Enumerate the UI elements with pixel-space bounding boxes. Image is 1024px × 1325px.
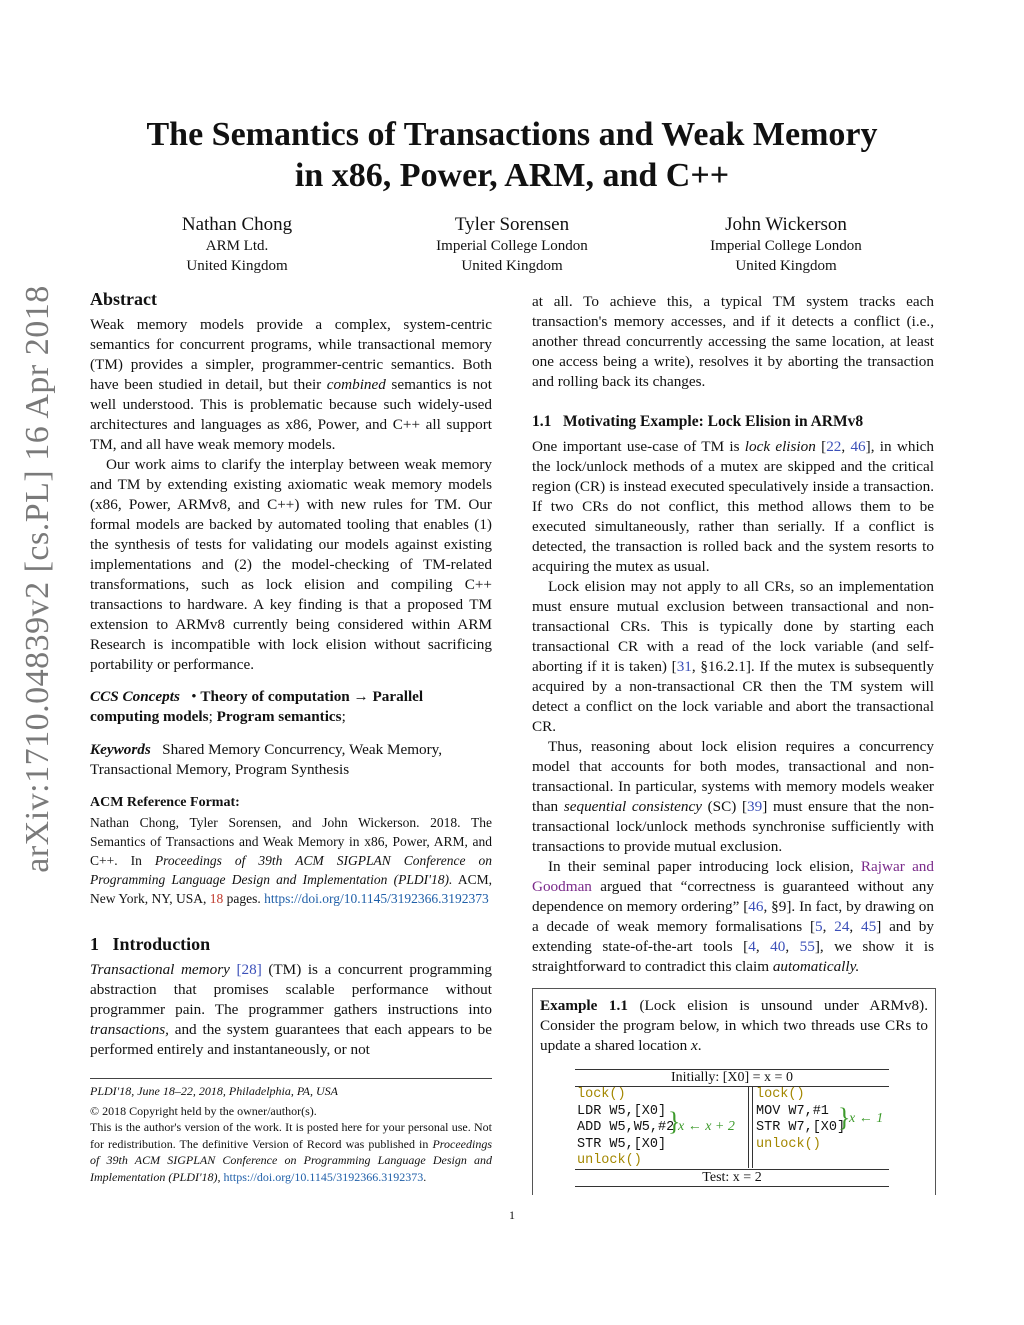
text: , in which the lock/unlock methods of a mutex are skipped and the critical region (CR) is instead executed speculatively inside a transaction. If two CRs do not conflict, this method allows them to be executed simultaneously, rather than serially. If a conflict is detected, the transaction is rolled back and the system resorts to acquiring the mutex as usual. <box>532 438 934 575</box>
abstract-heading: Abstract <box>90 289 157 309</box>
citation-link[interactable]: 45 <box>861 918 877 935</box>
text: ACM, New York, NY, USA, <box>90 872 493 906</box>
left-column <box>90 289 492 1060</box>
author-country: United Kingdom <box>735 258 837 274</box>
emphasis: Proceedings of 39th ACM SIGPLAN Conference on Programming Language Design and Implementation (PLDI'18). <box>90 853 492 887</box>
page-number: 1 <box>509 1208 515 1222</box>
text: Lock elision may not apply to all CRs, so an implementation must ensure mutual exclusion between transactional and non-transactional CRs. This is typically done by starting each transactional CR with a read of the lock variable (and self-aborting if it is taken) [ <box>532 578 934 675</box>
author-country: United Kingdom <box>186 258 288 274</box>
text: (Lock elision is unsound under ARMv8). <box>639 997 929 1014</box>
thread-1-code <box>756 1087 845 1153</box>
citation-link[interactable]: 46 <box>850 438 866 455</box>
abstract-paragraph-2: Our work aims to clarify the interplay between weak memory and TM by extending existing axiomatic weak memory models (x86, Power, ARMv8, and C++) with new rules for TM. Our formal models are backed by automated tooling that enables (1) the synthesis of tests for validating our models against existing implementations and (2) the model-checking of TM-related transformations, such as lock elision and compiling C++ transactions to hardware. A key finding is that a proposed TM extension to ARMv8 currently being considered within ARM Research is incompatible with lock elision without sacrificing portability or performance. <box>90 456 492 673</box>
text: ] and by extending state-of-the-art tools [ <box>532 918 934 955</box>
text: . <box>697 1037 702 1054</box>
text: argued that “correctness is guaranteed without any dependence on memory ordering” [ <box>532 878 934 915</box>
emphasis: transactions, <box>90 1021 169 1038</box>
author-affiliation: Imperial College London <box>436 238 588 254</box>
text: semantics is not well understood. This is problematic because such widely-used architectures and languages as x86, Power, and C++ all support TM, and all have weak memory models. <box>90 376 492 453</box>
citation-link[interactable]: 40 <box>770 938 786 955</box>
text: ], we show it is straightforward to contradict this claim <box>532 938 935 975</box>
doi-link[interactable]: https://doi.org/10.1145/3192366.3192373 <box>223 1169 424 1184</box>
code-line: lock() <box>577 1087 626 1102</box>
author-name: John Wickerson <box>725 214 847 235</box>
subsection-heading <box>532 412 934 432</box>
code-line: STR W5,[X0] <box>577 1136 667 1152</box>
footnote-rule <box>90 1078 492 1079</box>
text: Thus, reasoning about lock elision requires a concurrency model that accounts for both modes, transactional and non-transactional. In particular, systems with memory models weaker than <box>532 738 934 815</box>
text: Consider the program below, in which two threads use CRs to update a shared location <box>540 1017 928 1054</box>
citation-link[interactable]: 39 <box>747 798 763 815</box>
subsection-paragraph-3 <box>532 737 934 857</box>
intro-heading <box>90 934 492 954</box>
code-line: unlock() <box>577 1153 642 1168</box>
section-number: 1.1 <box>532 413 552 430</box>
section-title: Introduction <box>112 934 211 954</box>
author-1 <box>117 214 357 276</box>
text: Nathan Chong, Tyler Sorensen, and John Wickerson. 2018. The Semantics of Transactions and Weak Memory in x86, Power, ARM, and C++. In <box>90 815 492 868</box>
footnote-venue: PLDI'18, June 18–22, 2018, Philadelphia, PA, USA <box>90 1084 338 1098</box>
table-initially: Initially: [X0] = x = 0 <box>671 1070 793 1085</box>
table-rule-bottom <box>575 1186 889 1187</box>
section-title: Motivating Example: Lock Elision in ARMv8 <box>563 413 864 430</box>
text: pages. <box>223 891 265 906</box>
title-line-2: in x86, Power, ARM, and C++ <box>294 157 730 194</box>
footnote-copyright: © 2018 Copyright held by the owner/author(s). <box>90 1103 317 1118</box>
section-number: 1 <box>90 934 99 954</box>
ccs-term: Parallel computing models <box>90 688 424 725</box>
text: In their seminal paper introducing lock elision, <box>548 858 861 875</box>
text: (TM) is a concurrent programming abstraction that promises scalable performance without programmer pain. The programmer gathers instructions into <box>90 961 492 1018</box>
ccs-label: CCS Concepts <box>90 688 180 705</box>
emphasis: sequential consistency <box>563 798 702 815</box>
table-test: Test: x = 2 <box>702 1170 762 1185</box>
emphasis: lock elision <box>744 438 816 455</box>
abstract-paragraph-1 <box>90 315 492 455</box>
citation-link[interactable]: 22 <box>826 438 842 455</box>
keywords-text: Shared Memory Concurrency, Weak Memory, Transactional Memory, Program Synthesis <box>90 741 443 778</box>
citation-link[interactable]: 5 <box>815 918 823 935</box>
title-line-1: The Semantics of Transactions and Weak Memory <box>146 116 878 153</box>
paper-title <box>0 114 1024 196</box>
author-affiliation: ARM Ltd. <box>205 238 269 254</box>
text: One important use-case of TM is <box>532 438 745 455</box>
author-name: Tyler Sorensen <box>454 214 570 235</box>
subsection-paragraph-4: In their seminal paper introducing lock elision, Rajwar and Goodman argued that “correctness is guaranteed without any dependence on memory ordering” [46, §9]. In fact, by drawing on a decade of weak memory formalisations [5, 24, 45] and by extending state-of-the-art tools [4, 40, 55], we show it is straightforward to contradict this claim automatically. <box>532 858 935 975</box>
thread-1-annotation: x ← 1 <box>849 1111 884 1126</box>
ccs-bullet: • <box>191 688 197 705</box>
emphasis: Transactional memory <box>90 961 230 978</box>
brace-icon: } <box>838 1103 851 1132</box>
citation-link[interactable]: 46 <box>748 898 764 915</box>
keywords <box>90 740 492 780</box>
emphasis: combined <box>326 376 386 393</box>
text: . <box>423 1169 427 1184</box>
footnote <box>90 1083 492 1185</box>
text: Weak memory models provide a complex, system-centric semantics for concurrent programs, while transactional memory (TM) provides a simpler, programmer-centric semantics. Both have been studied in detail, but their <box>90 316 492 393</box>
citation-link[interactable]: 31 <box>676 658 692 675</box>
text: , §9]. In fact, by drawing on a decade of weak memory formalisations [ <box>532 898 934 935</box>
acm-ref-heading: ACM Reference Format: <box>90 795 240 810</box>
pages-link[interactable]: 18 <box>209 891 224 906</box>
citation-link[interactable]: 55 <box>799 938 815 955</box>
right-column <box>532 292 934 977</box>
text: , §16.2.1]. If the mutex is subsequently acquired by a non-transactional CR then the TM system will detect a conflict on the lock variable and abort the transactional CR. <box>532 658 935 735</box>
brace-icon: } <box>668 1107 681 1136</box>
author-country: United Kingdom <box>461 258 563 274</box>
ccs-end: ; <box>341 708 346 725</box>
author-link[interactable]: Rajwar and Goodman <box>532 858 934 895</box>
table-divider <box>748 1086 753 1168</box>
example-text <box>540 996 928 1056</box>
keywords-label: Keywords <box>90 741 151 758</box>
citation-link[interactable]: 24 <box>834 918 850 935</box>
emphasis: Proceedings of 39th ACM SIGPLAN Conference on Programming Language Design and Implementation (PLDI'18), <box>90 1136 492 1184</box>
thread-0-code <box>577 1087 674 1170</box>
subsection-paragraph-1: One important use-case of TM is lock elision [22, 46], in which the lock/unlock methods of a mutex are skipped and the critical region (CR) is instead executed speculatively inside a transaction. If two CRs do not conflict, this method allows them to be executed simultaneously, rather than serially. If a conflict is detected, the transaction is rolled back and the system resorts to acquiring the mutex as usual. <box>532 438 934 575</box>
thread-0-annotation: x ← x + 2 <box>678 1119 735 1134</box>
citation-link[interactable]: [28] <box>236 961 262 978</box>
author-2 <box>392 214 632 276</box>
example-label: Example 1.1 <box>540 997 628 1014</box>
text: (SC) [ <box>701 798 748 815</box>
emphasis: x <box>690 1037 698 1054</box>
citation-link[interactable]: 4 <box>748 938 756 955</box>
code-line: lock() <box>756 1087 805 1102</box>
ccs-term: Program semantics <box>216 708 342 725</box>
intro-paragraph <box>90 960 492 1060</box>
emphasis: automatically. <box>772 958 860 975</box>
code-line: STR W7,[X0] <box>756 1120 846 1135</box>
ccs-term: Theory of computation <box>200 688 350 705</box>
code-line: MOV W7,#1 <box>756 1103 829 1119</box>
code-line: unlock() <box>756 1136 821 1152</box>
subsection-paragraph-2 <box>532 577 934 737</box>
author-name: Nathan Chong <box>181 214 293 235</box>
code-line: LDR W5,[X0] <box>577 1103 667 1119</box>
arrow-icon: → <box>353 688 369 705</box>
author-affiliation: Imperial College London <box>710 238 862 254</box>
arxiv-stamp: arXiv:1710.04839v2 [cs.PL] 16 Apr 2018 <box>19 285 56 873</box>
text: This is the author's version of the work. It is posted here for your personal use. Not for redistribution. The definitive Version of Record was published in <box>90 1120 492 1151</box>
code-line: ADD W5,W5,#2 <box>577 1120 675 1135</box>
ccs-sep: ; <box>208 708 213 725</box>
text: and the system guarantees that each appears to be performed entirely and instantaneously, or not <box>90 1021 492 1058</box>
acm-reference <box>90 813 492 908</box>
author-3 <box>666 214 906 276</box>
text: ] must ensure that the non-transactional lock/unlock methods synchronise sufficiently with transactions to provide mutual exclusion. <box>532 798 935 855</box>
ccs-concepts <box>90 687 492 727</box>
right-paragraph-1: at all. To achieve this, a typical TM system tracks each transaction's memory accesses, and if it detects a conflict (i.e., another thread concurrently accessing the same location, at least one access being a write), resolves it by aborting the transaction and rolling back its changes. <box>532 293 934 390</box>
doi-link[interactable]: https://doi.org/10.1145/3192366.3192373 <box>264 891 489 906</box>
